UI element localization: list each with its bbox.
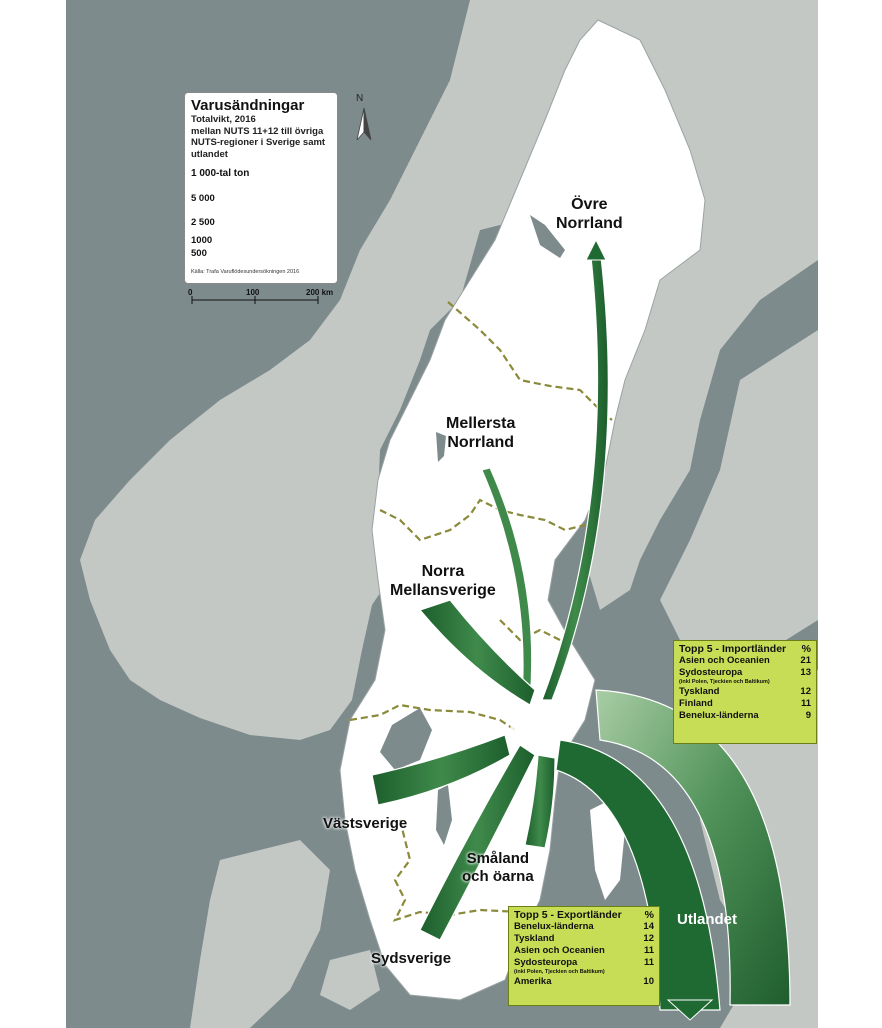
table-row xyxy=(679,686,811,698)
legend-level-2500: 2 500 xyxy=(191,217,215,228)
stockholm-hub xyxy=(510,714,550,746)
import-row-name: Sydosteuropa xyxy=(679,667,743,678)
scale-label-200: 200 km xyxy=(306,288,334,297)
import-table xyxy=(673,640,817,744)
legend-subtitle-2: mellan NUTS 11+12 till övriga xyxy=(191,125,324,137)
import-table-title: Topp 5 - Importländer xyxy=(679,643,787,655)
label-ovre-norrland: Övre Norrland xyxy=(556,196,623,233)
legend-subtitle-3: NUTS-regioner i Sverige samt xyxy=(191,137,326,148)
export-row-name: Asien och Oceanien xyxy=(514,945,605,956)
label-mellersta-norrland: Mellersta Norrland xyxy=(446,415,516,452)
export-table xyxy=(508,906,660,1006)
legend-title: Varusändningar xyxy=(191,97,305,114)
import-row-value: 9 xyxy=(805,710,811,721)
export-row-name: Benelux-länderna xyxy=(514,921,594,932)
table-row xyxy=(679,698,811,710)
import-row-value: 13 xyxy=(800,667,811,678)
table-row xyxy=(679,710,811,722)
export-row-value: 11 xyxy=(643,945,654,956)
import-row-name: Asien och Oceanien xyxy=(679,655,770,666)
export-row-name: Tyskland xyxy=(514,933,555,944)
table-row xyxy=(679,667,811,679)
scale-label-100: 100 xyxy=(246,288,260,297)
label-norra-mellansverige: Norra Mellansverige xyxy=(390,563,496,600)
label-smaland: Småland och öarna xyxy=(462,850,534,885)
legend-level-5000: 5 000 xyxy=(191,193,215,204)
export-row-name: Sydosteuropa xyxy=(514,957,578,968)
label-sydsverige: Sydsverige xyxy=(371,950,452,967)
table-row xyxy=(514,933,654,945)
legend-level-500: 500 xyxy=(191,248,207,259)
legend-source: Källa: Trafa Varuflödesundersökningen 2016 xyxy=(191,269,300,275)
export-table-header xyxy=(514,909,654,921)
export-table-pct: % xyxy=(644,909,654,921)
import-row-value: 21 xyxy=(800,655,811,666)
legend xyxy=(184,92,338,284)
label-vastsverige: Västsverige xyxy=(323,815,408,832)
table-row xyxy=(514,976,654,988)
legend-level-1000: 1000 xyxy=(191,235,213,246)
legend-subtitle-1: Totalvikt, 2016 xyxy=(191,114,256,125)
legend-subtitle-4: utlandet xyxy=(191,148,228,160)
export-row-value: 12 xyxy=(643,933,654,944)
export-table-title: Topp 5 - Exportländer xyxy=(514,909,622,921)
import-row-name: Tyskland xyxy=(679,686,720,697)
table-row xyxy=(514,921,654,933)
export-row-note: (inkl Polen, Tjeckien och Baltikum) xyxy=(514,969,605,975)
legend-unit: 1 000-tal ton xyxy=(191,168,250,179)
export-row-name: Amerika xyxy=(514,976,552,987)
table-row xyxy=(679,655,811,667)
table-row xyxy=(514,945,654,957)
import-row-name: Finland xyxy=(679,698,713,709)
label-utlandet: Utlandet xyxy=(677,911,737,928)
table-row xyxy=(514,957,654,969)
export-row-value: 10 xyxy=(643,976,654,987)
north-label: N xyxy=(356,93,364,104)
export-row-value: 14 xyxy=(643,921,654,932)
import-row-note: (inkl Polen, Tjeckien och Baltikum) xyxy=(679,679,770,685)
import-table-pct: % xyxy=(801,643,811,655)
scale-label-0: 0 xyxy=(188,288,193,297)
export-row-value: 11 xyxy=(643,957,654,968)
import-row-name: Benelux-länderna xyxy=(679,710,759,721)
import-table-header xyxy=(679,643,811,655)
import-row-value: 11 xyxy=(800,698,811,709)
import-row-value: 12 xyxy=(800,686,811,697)
